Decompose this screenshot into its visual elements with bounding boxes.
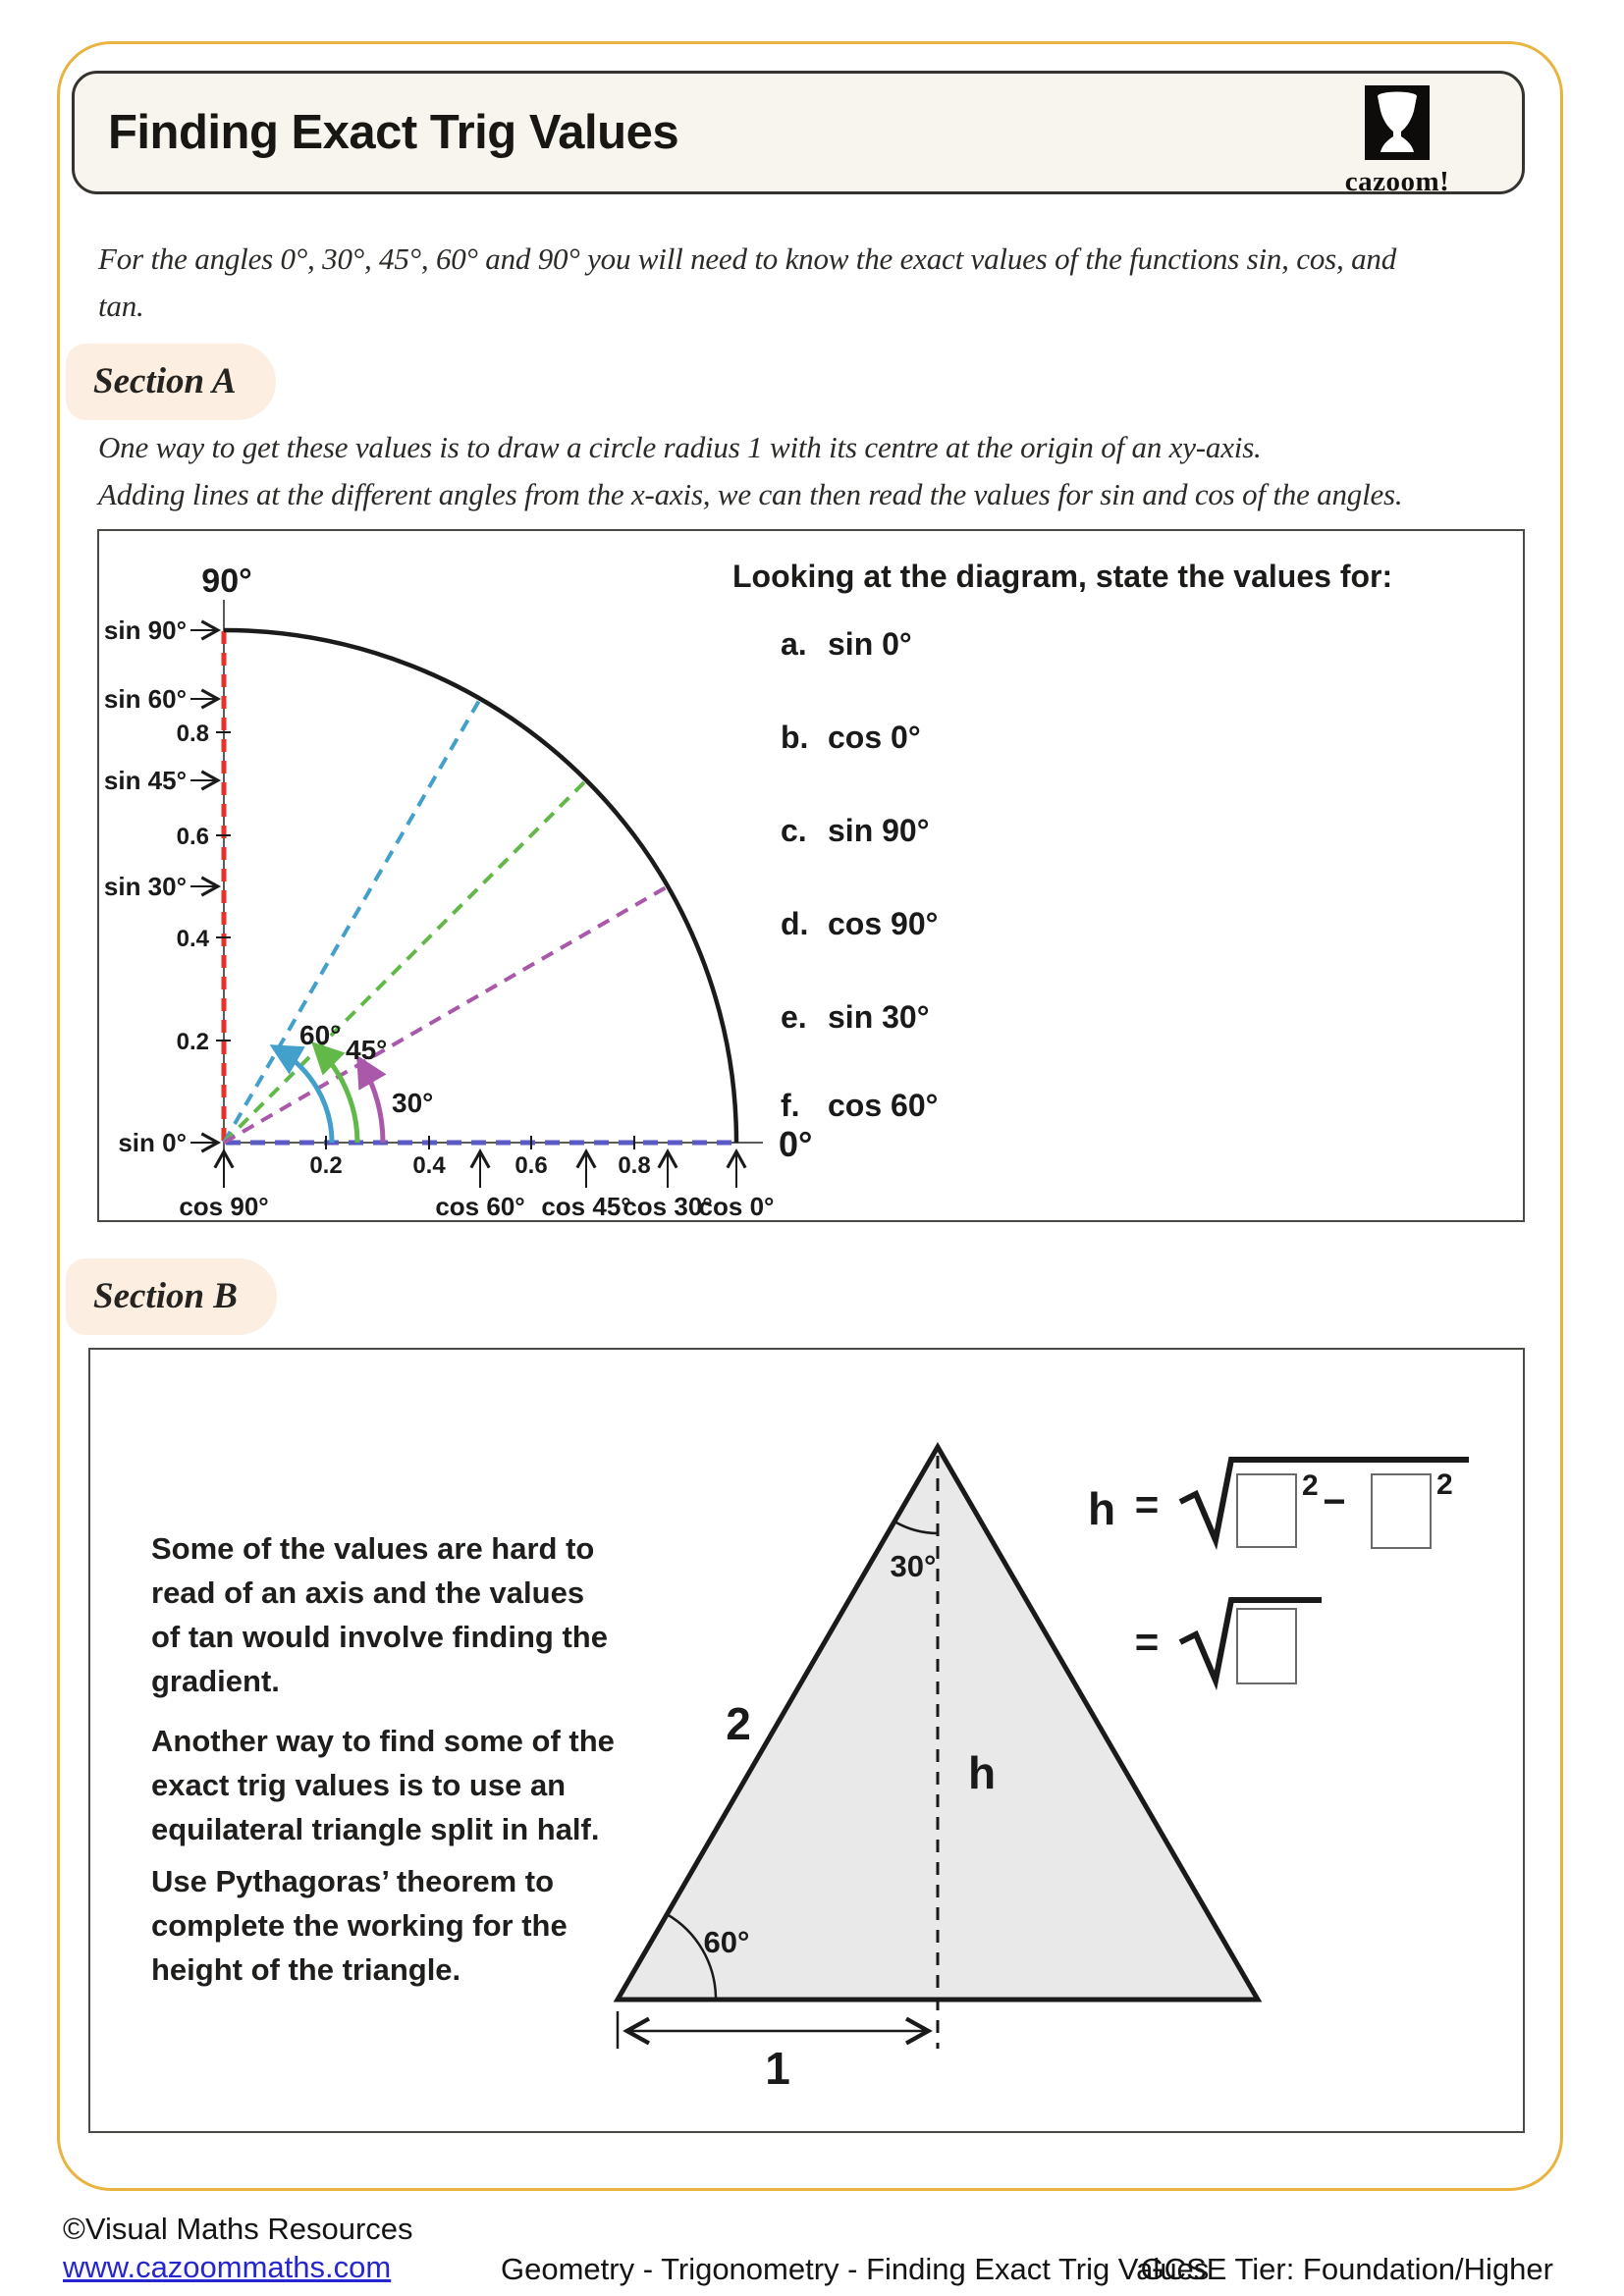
apex-angle-label: 30° — [890, 1549, 937, 1583]
label-sin90: sin 90° — [103, 615, 187, 645]
ytick-02: 0.2 — [176, 1029, 209, 1055]
side-label: 2 — [726, 1698, 751, 1749]
angle-label-45: 45° — [346, 1035, 388, 1065]
superscript-1: 2 — [1302, 1469, 1319, 1502]
formula-equals: = — [1134, 1481, 1160, 1527]
label-sin30: sin 30° — [103, 872, 187, 901]
base-angle-label: 60° — [703, 1925, 750, 1959]
question-heading: Looking at the diagram, state the values for: — [732, 559, 1393, 594]
section-b-panel — [88, 1348, 1525, 2133]
question-letter: b. — [781, 720, 809, 755]
radius-30-line — [224, 886, 668, 1143]
ytick-08: 0.8 — [176, 721, 209, 747]
formula-minus: − — [1323, 1480, 1346, 1523]
base-label: 1 — [765, 2043, 790, 2094]
footer-tier: GCSE Tier: Foundation/Higher — [1140, 2252, 1553, 2286]
label-cos0: cos 0° — [698, 1192, 775, 1220]
formula-equals-2: = — [1134, 1619, 1160, 1665]
radius-60-line — [224, 699, 480, 1143]
section-b-para-3: Use Pythagoras’ theorem to complete the working for the height of the triangle. — [151, 1864, 568, 1987]
question-letter: c. — [781, 813, 807, 848]
label-cos30: cos 30° — [623, 1192, 713, 1220]
sin-label-arrows — [190, 630, 216, 1143]
question-expr: cos 0° — [828, 720, 921, 755]
question-expr: sin 30° — [828, 999, 930, 1035]
section-b-para-2: Another way to find some of the exact trig values is to use an equilateral triangle split in half. — [151, 1724, 615, 1846]
section-a-desc-2: Adding lines at the different angles from the x-axis, we can then read the values for sin and cos of the angles. — [98, 477, 1403, 511]
formula-h: h — [1087, 1483, 1116, 1534]
ytick-06: 0.6 — [176, 824, 209, 850]
page-title: Finding Exact Trig Values — [108, 106, 679, 159]
section-a-desc-1: One way to get these values is to draw a circle radius 1 with its centre at the origin of an xy-axis. — [98, 430, 1262, 464]
answer-box-1[interactable] — [1237, 1474, 1296, 1547]
cos-label-arrows — [224, 1153, 736, 1188]
section-b-label: Section B — [66, 1258, 277, 1335]
footer-copyright: ©Visual Maths Resources — [63, 2212, 413, 2246]
question-letter: e. — [781, 999, 807, 1035]
answer-box-2[interactable] — [1372, 1474, 1431, 1548]
superscript-2: 2 — [1436, 1468, 1453, 1501]
height-label: h — [967, 1747, 997, 1798]
question-expr: cos 60° — [828, 1088, 939, 1123]
label-90deg: 90° — [201, 562, 252, 600]
angle-arrow-30 — [361, 1063, 383, 1143]
label-sin60: sin 60° — [103, 684, 187, 714]
drum-icon — [1365, 85, 1430, 160]
logo-wordmark: cazoom! — [1344, 166, 1450, 197]
intro-paragraph — [98, 236, 1532, 330]
angle-label-60: 60° — [299, 1020, 342, 1050]
intro-line-1: For the angles 0°, 30°, 45°, 60° and 90° you will need to know the exact values of the functions sin, cos, and — [98, 241, 1396, 276]
footer-topic: Geometry - Trigonometry - Finding Exact Trig Values — [501, 2252, 1210, 2286]
label-sin45: sin 45° — [103, 766, 187, 795]
question-letter: a. — [781, 626, 807, 662]
section-b-para-1: Some of the values are hard to read of an axis and the values of tan would involve finding the gradient. — [151, 1531, 608, 1698]
footer-website-link[interactable]: www.cazoommaths.com — [63, 2250, 392, 2284]
title-bar — [72, 71, 1525, 197]
xtick-06: 0.6 — [514, 1152, 548, 1179]
xtick-02: 0.2 — [309, 1152, 343, 1179]
ytick-04: 0.4 — [176, 926, 209, 952]
unit-circle-diagram — [99, 531, 831, 1220]
question-letter: d. — [781, 906, 809, 941]
cazoom-logo — [1324, 85, 1471, 198]
question-expr: sin 0° — [828, 626, 912, 662]
question-letter: f. — [781, 1088, 800, 1123]
label-cos90: cos 90° — [179, 1192, 269, 1220]
xtick-08: 0.8 — [618, 1152, 651, 1179]
label-sin0: sin 0° — [118, 1128, 187, 1157]
question-expr: cos 90° — [828, 906, 939, 941]
section-a-label: Section A — [66, 344, 276, 420]
label-cos45: cos 45° — [541, 1192, 631, 1220]
intro-line-2: tan. — [98, 289, 144, 323]
label-cos60: cos 60° — [435, 1192, 525, 1220]
xtick-04: 0.4 — [412, 1152, 446, 1179]
question-expr: sin 90° — [828, 813, 930, 848]
label-0deg: 0° — [779, 1124, 813, 1164]
angle-label-30: 30° — [392, 1088, 434, 1118]
section-a-panel — [97, 529, 1525, 1222]
answer-box-3[interactable] — [1237, 1609, 1296, 1683]
